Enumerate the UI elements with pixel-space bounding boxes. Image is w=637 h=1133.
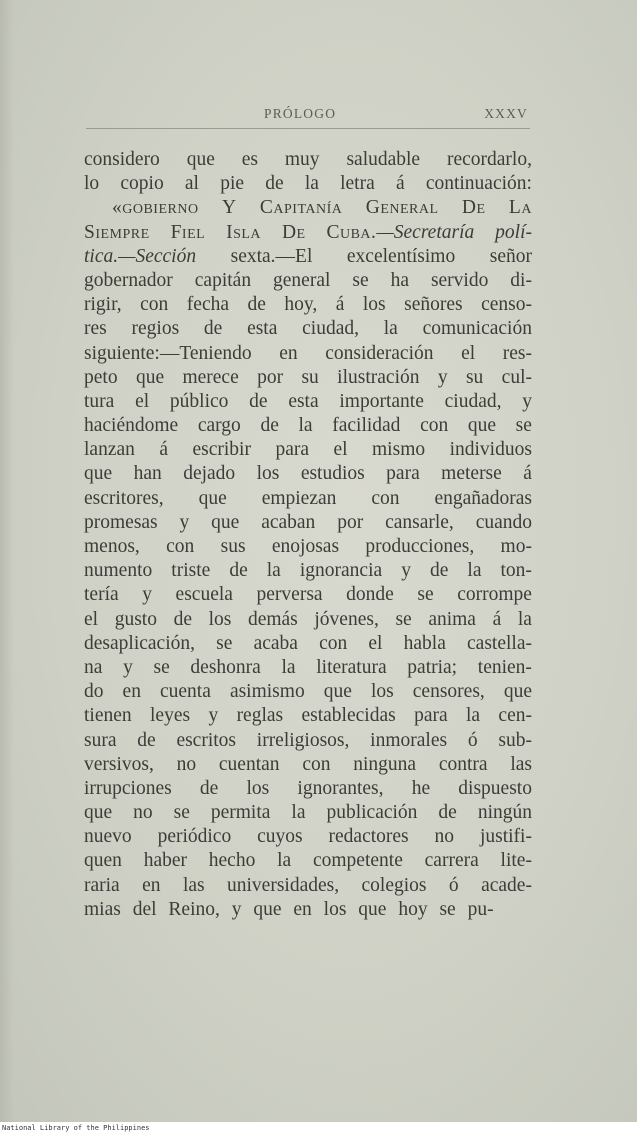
text-line: siguiente:—Teniendo en consideración el res- [84,342,532,364]
text-line: «gobierno Y Capitanía General De La [112,197,532,219]
running-title: PRÓLOGO [264,106,337,121]
text-line: que no se permita la publicación de ningún [84,802,532,824]
text-line: nuevo periódico cuyos redactores no justifi- [84,826,532,848]
text-line: rigir, con fecha de hoy, á los señores censo- [84,294,532,316]
page-number: XXXV [484,106,528,121]
text-line: numento triste de la ignorancia y de la ton- [84,560,532,582]
text-line: lo copio al pie de la letra á continuación: [84,173,532,195]
text-line: lanzan á escribir para el mismo individuos [84,439,532,461]
text-line: raria en las universidades, colegios ó acade- [84,874,532,896]
text-line: Siempre Fiel Isla De Cuba.—Secretaría polí- [84,221,532,243]
text-line: desaplicación, se acaba con el habla castella- [84,632,532,654]
text-line: haciéndome cargo de la facilidad con que se [84,415,532,437]
text-line: escritores, que empiezan con engañadoras [84,487,532,509]
text-line: versivos, no cuentan con ninguna contra las [84,753,532,775]
text-line: quen haber hecho la competente carrera lite- [84,850,532,872]
text-line: el gusto de los demás jóvenes, se anima á la [84,608,532,630]
header-rule [86,128,530,129]
text-line: tería y escuela perversa donde se corrompe [84,584,532,606]
text-line: tura el público de esta importante ciudad, y [84,390,532,412]
page-header [86,104,530,126]
text-line: menos, con sus enojosas producciones, mo- [84,536,532,557]
text-line: promesas y que acaban por cansarle, cuando [84,511,532,533]
text-line: mias del Reino, y que en los que hoy se pu- [84,898,494,920]
text-line: peto que merece por su ilustración y su cul- [84,366,532,388]
footer-credit: National Library of the Philippines [2,1124,150,1132]
text-line: que han dejado los estudios para meterse á [84,463,532,485]
text-line: tica.—Sección sexta.—El excelentísimo señor [84,245,532,267]
text-line: do en cuenta asimismo que los censores, que [84,681,532,703]
body-text [84,148,532,922]
text-line: na y se deshonra la literatura patria; tenien- [84,656,532,678]
text-line: gobernador capitán general se ha servido di- [84,269,532,291]
text-line: sura de escritos irreligiosos, inmorales ó sub- [84,729,532,751]
text-line: considero que es muy saludable recordarlo, [84,149,532,170]
text-line: res regios de esta ciudad, la comunicación [84,318,532,340]
page-edge-shadow [0,0,14,1122]
text-line: tienen leyes y reglas establecidas para la cen- [84,705,532,727]
text-line: irrupciones de los ignorantes, he dispuesto [84,777,532,799]
